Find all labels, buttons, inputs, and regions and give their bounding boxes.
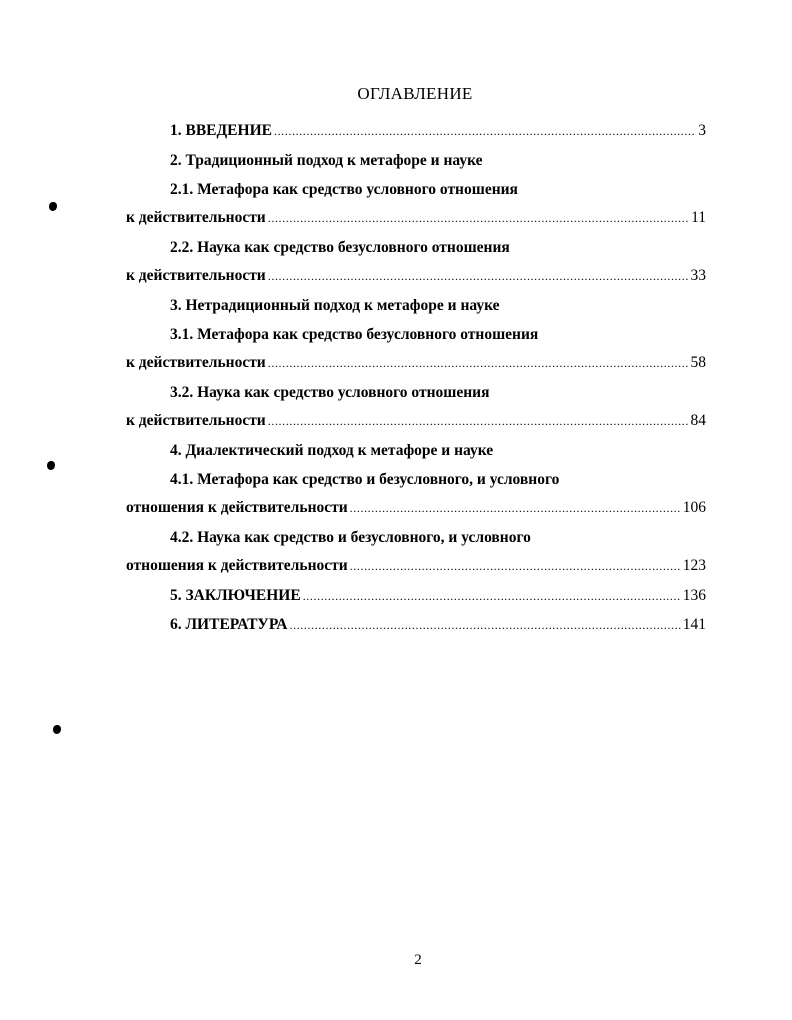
dot-leader <box>350 559 681 574</box>
toc-entry-literature <box>170 616 706 638</box>
toc-entry-introduction <box>170 122 706 144</box>
toc-entry-page: 141 <box>682 616 706 633</box>
toc-entry-section-4: 4. Диалектический подход к метафоре и науке <box>170 442 494 459</box>
dot-leader <box>303 589 681 604</box>
toc-entry-section-4-2: 4.2. Наука как средство и безусловного, и условного <box>170 529 531 546</box>
toc-entry-page: 11 <box>691 209 706 226</box>
toc-entry-text: отношения к действительности <box>126 557 348 574</box>
dot-leader <box>290 618 681 633</box>
page-number: 2 <box>414 952 422 968</box>
toc-entry-conclusion <box>170 587 706 609</box>
punch-hole-bottom <box>53 725 61 734</box>
dot-leader <box>274 124 696 139</box>
toc-entry-text: 5. ЗАКЛЮЧЕНИЕ <box>170 587 301 604</box>
toc-entry-section-4-1-cont <box>126 499 706 521</box>
toc-entry-page: 33 <box>690 267 706 284</box>
toc-entry-page: 136 <box>682 587 706 604</box>
toc-entry-text: к действительности <box>126 354 266 371</box>
dot-leader <box>268 269 689 284</box>
toc-entry-page: 58 <box>690 354 706 371</box>
toc-entry-section-2: 2. Традиционный подход к метафоре и науке <box>170 152 483 169</box>
toc-entry-text: 1. ВВЕДЕНИЕ <box>170 122 272 139</box>
punch-hole-top <box>49 202 57 211</box>
toc-entry-section-2-2-cont <box>126 267 706 289</box>
toc-entry-section-3-2-cont <box>126 412 706 434</box>
dot-leader <box>268 356 689 371</box>
toc-entry-section-4-1: 4.1. Метафора как средство и безусловного, и условного <box>170 471 560 488</box>
dot-leader <box>268 211 689 226</box>
toc-entry-section-3-1: 3.1. Метафора как средство безусловного отношения <box>170 326 539 343</box>
toc-entry-section-3-1-cont <box>126 354 706 376</box>
toc-entry-text: отношения к действительности <box>126 499 348 516</box>
toc-entry-page: 106 <box>682 499 706 516</box>
toc-entry-section-2-1-cont <box>126 209 706 231</box>
toc-entry-text: к действительности <box>126 267 266 284</box>
toc-entry-section-4-2-cont <box>126 557 706 579</box>
toc-entry-section-2-1: 2.1. Метафора как средство условного отношения <box>170 181 518 198</box>
toc-entry-page: 84 <box>690 412 706 429</box>
toc-entry-section-3-2: 3.2. Наука как средство условного отношения <box>170 384 490 401</box>
toc-entry-section-2-2: 2.2. Наука как средство безусловного отношения <box>170 239 510 256</box>
dot-leader <box>350 501 681 516</box>
punch-hole-middle <box>47 461 55 470</box>
toc-entry-page: 3 <box>698 122 706 139</box>
dot-leader <box>268 414 689 429</box>
toc-entry-section-3: 3. Нетрадиционный подход к метафоре и науке <box>170 297 500 314</box>
toc-entry-page: 123 <box>682 557 706 574</box>
toc-title: ОГЛАВЛЕНИЕ <box>357 84 473 103</box>
toc-entry-text: к действительности <box>126 412 266 429</box>
toc-entry-text: 6. ЛИТЕРАТУРА <box>170 616 288 633</box>
toc-entry-text: к действительности <box>126 209 266 226</box>
